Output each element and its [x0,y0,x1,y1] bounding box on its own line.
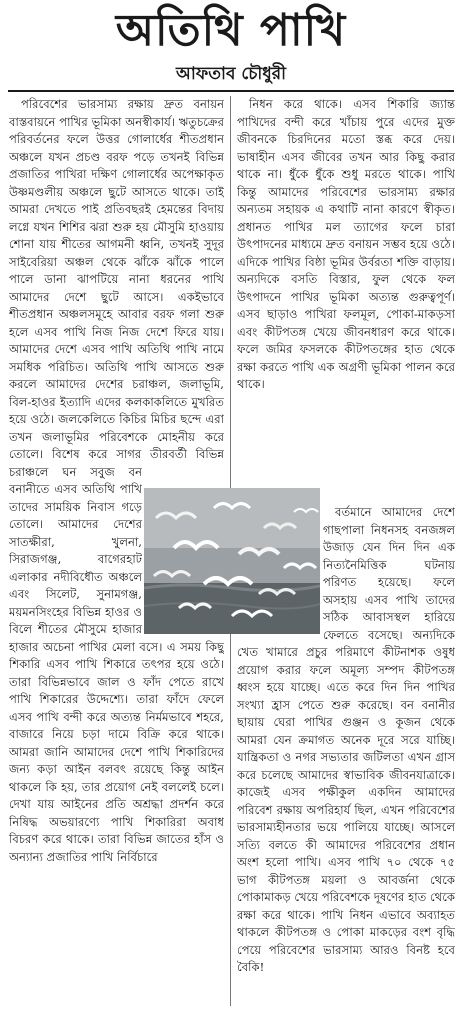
column-right-top-text: নিধন করে থাকে। এসব শিকারি জ্যান্ত পাখিদের বন্দী করে খাঁচায় পুরে এদের মুক্ত জীবনকে চিরদিনের মতো স্তব্ধ করে দেয়। ভাষাহীন এসব জীবের তখন আর কিছু করার থাকে না। ধুঁকে ধুঁকে শুধু মরতে থাকে। পাখি কিন্তু আমাদের পরিবেশের ভারসাম্য রক্ষার অন্যতম সহায়ক এ কথাটি নানা কারণে স্বীকৃত। প্রধানত পাখির মল ত্যাগের ফলে চারা উৎপাদনের মাধ্যমে দ্রুত বনায়ন সম্ভব হয়ে ওঠে। এদিকে পাখির বিষ্ঠা ভূমির উর্বরতা শক্তি বাড়ায়। অন্যদিকে বসতি বিস্তার, ফুল থেকে ফল উৎপাদনে পাখির ভূমিকা অত্যন্ত গুরুত্বপূর্ণ। এসব ছাড়াও পাখিরা ফলমূল, পোকা-মাকড়সা এবং কীটপতঙ্গ খেয়ে জীবনধারণ করে থাকে। ফলে জমির ফসলকে কীটপতঙ্গের হাত থেকে রক্ষা করতে পাখি এক অগ্রণী ভূমিকা পালন করে থাকে। [237,97,455,391]
header-rule [8,90,454,92]
article-author: আফতাব চৌধুরী [176,64,286,84]
flying-gulls-photo [144,488,320,634]
article-column-right-top [237,96,455,498]
column-right-bottom-text: বর্তমানে আমাদের দেশে গাছপালা নিধনসহ বনজঙ্গল উজাড় যেন দিন দিন এক নিত্যনৈমিত্তিক ঘটনায় পরিণত হয়েছে। ফলে অসহায় এসব পাখি তাদের সঠিক আবাসস্থল হারিয়ে ফেলতে বসেছে। অন্যদিকে খেত খামারে প্রচুর পরিমাণে কীটনাশক ওষুধ প্রয়োগ করার ফলে অমূল্য সম্পদ কীটপতঙ্গ ধ্বংস হয়ে যাচ্ছে। এতে করে দিন দিন পাখির সংখ্যা হ্রাস পেতে শুরু করেছে। বন বনানীর ছায়ায় ঘেরা পাখির গুঞ্জন ও কূজন থেকে আমরা যেন ক্রমাগত অনেক দূরে সরে যাচ্ছি। যান্ত্রিকতা ও নগর সভ্যতার জটিলতা এখন গ্রাস করে চলেছে আমাদের স্বাভাবিক জীবনযাত্রাকে। কাজেই এসব পক্ষীকুল একদিন আমাদের পরিবেশ রক্ষায় অপরিহার্য ছিল, এখন পরিবেশের ভারসাম্যহীনতার ভয়ে পালিয়ে যাচ্ছে। আসলে সত্যি বলতে কী আমাদের পরিবেশের প্রধান অংশ হলো পাখি। এসব পাখি ৭০ থেকে ৭৫ ভাগ কীটপতঙ্গ ময়লা ও আবর্জনা থেকে পোকামাকড় খেয়ে পরিবেশকে দূষণের হাত থেকে রক্ষা করে থাকে। পাখি নিধন এভাবে অব্যাহত থাকলে কীটপতঙ্গ ও পোকা মাকড়ের বংশ বৃদ্ধি পেয়ে পরিবেশের ভারসাম্য আরও বিনষ্ট হবে বৈকি! [237,505,455,974]
gulls-illustration [144,488,320,634]
article-title: অতিথি পাখি [115,5,347,56]
column-left-text: পরিবেশের ভারসাম্য রক্ষায় দ্রুত বনায়ন বাস্তবায়নে পাখির ভূমিকা অনস্বীকার্য। ঋতুচক্রের পরিবর্তনের ফলে উত্তর গোলার্ধের শীতপ্রধান অঞ্চলে যখন প্রচণ্ড বরফ পড়ে তখনই বিভিন্ন প্রজাতির পাখিরা দক্ষিণ গোলার্ধের অপেক্ষাকৃত উষ্ণমণ্ডলীয় অঞ্চলে ছুটে আসতে থাকে। তাই আমরা দেখতে পাই প্রতিবছরই হেমন্তের বিদায় লগ্নে যখন শিশির ঝরা শুরু হয় মৌসুমি হাওয়ায় শোনা যায় শীতের আগমনী ধ্বনি, তখনই সুদূর সাইবেরিয়া অঞ্চল থেকে ঝাঁকে ঝাঁকে পালে পালে ডানা ঝাপটিয়ে নানা ধরনের পাখি আমাদের দেশে ছুটে আসে। একইভাবে শীতপ্রধান অঞ্চলসমূহে আবার বরফ গলা শুরু হলে এসব পাখি নিজ নিজ দেশে ফিরে যায়। আমাদের দেশে এসব পাখি অতিথি পাখি নামে সমধিক পরিচিত। অতিথি পাখি আসতে শুরু করলে আমাদের দেশের চরাঞ্চল, জলাভূমি, বিল-হাওর ইত্যাদি এদের কলকাকলিতে মুখরিত হয়ে ওঠে। জলকেলিতে কিচির মিচির ছন্দে এরা তখন জলাভূমির পরিবেশকে মোহনীয় করে তোলে। বিশেষ করে সাগর তীরবর্তী বিভিন্ন চরাঞ্চলে ঘন সবুজ বন বনানীতে এসব অতিথি পাখি তাদের সাময়িক নিবাস গড়ে তোলে। আমাদের দেশের সাতক্ষীরা, খুলনা, সিরাজগঞ্জ, বাগেরহাট এলাকার নদীবিধৌত অঞ্চলে এবং সিলেট, সুনামগঞ্জ, ময়মনসিংহের বিভিন্ন হাওর ও বিলে শীতের মৌসুমে হাজার হাজার অচেনা পাখির মেলা বসে। এ সময় কিছু শিকারি এসব পাখি শিকারে তৎপর হয়ে ওঠে। তারা বিভিন্নভাবে জাল ও ফাঁদ পেতে রাখে পাখি শিকারের উদ্দেশ্যে। তারা ফাঁদে ফেলে এসব পাখি বন্দী করে অত্যন্ত নির্মমভাবে শহরে, বাজারে নিয়ে চড়া দামে বিক্রি করে থাকে। আমরা জানি আমাদের দেশে পাখি শিকারিদের জন্য কড়া আইন বলবৎ রয়েছে কিন্তু আইন থাকলে কি হয়, তার প্রয়োগ নেই বললেই চলে। দেখা যায় আইনের প্রতি অশ্রদ্ধা প্রদর্শন করে নিষিদ্ধ অভয়ারণ্যে পাখি শিকারিরা অবাধ বিচরণ করে থাকে। তারা বিভিন্ন জাতের হাঁস ও অন্যান্য প্রজাতির পাখি নির্বিচারে [9,97,224,864]
